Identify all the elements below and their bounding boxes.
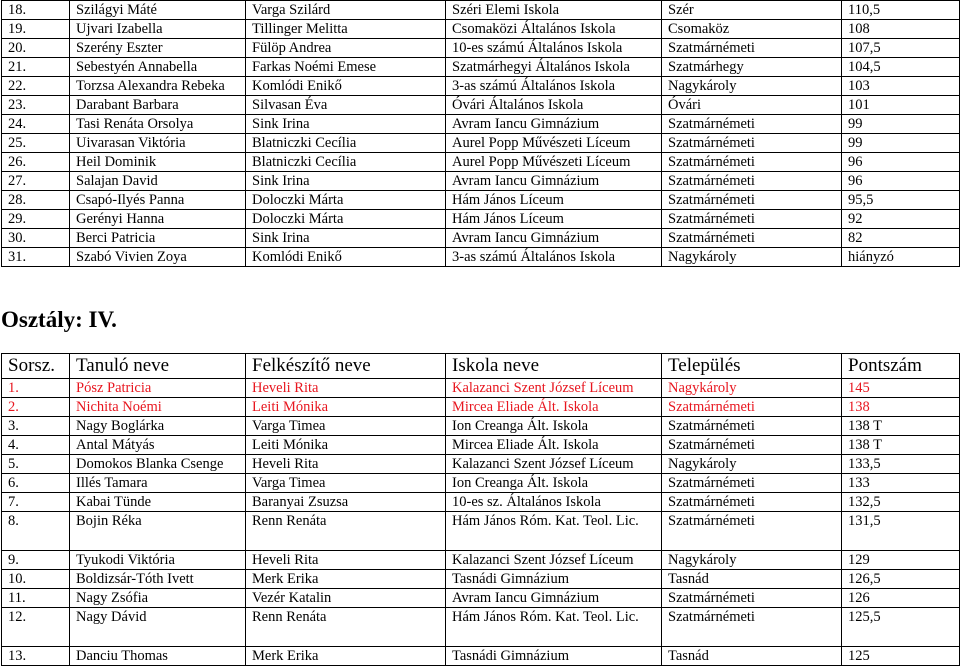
rank-cell: 31. bbox=[2, 248, 70, 267]
teacher-name-cell: Leiti Mónika bbox=[246, 436, 446, 455]
student-name-cell: Torzsa Alexandra Rebeka bbox=[70, 77, 246, 96]
student-name-cell: Berci Patricia bbox=[70, 229, 246, 248]
town-cell: Óvári bbox=[662, 96, 842, 115]
student-name-cell: Szabó Vivien Zoya bbox=[70, 248, 246, 267]
table-row bbox=[2, 172, 960, 191]
town-cell: Tasnád bbox=[662, 647, 842, 666]
rank-cell: 1. bbox=[2, 379, 70, 398]
class-heading: Osztály: IV. bbox=[1, 307, 117, 332]
score-cell: 145 bbox=[842, 379, 960, 398]
student-name-cell: Tasi Renáta Orsolya bbox=[70, 115, 246, 134]
rank-cell: 26. bbox=[2, 153, 70, 172]
table-row bbox=[2, 20, 960, 39]
teacher-name-cell: Varga Timea bbox=[246, 474, 446, 493]
teacher-name-cell: Komlódi Enikő bbox=[246, 77, 446, 96]
table-row bbox=[2, 134, 960, 153]
results-table-body bbox=[2, 1, 960, 267]
student-name-cell: Antal Mátyás bbox=[70, 436, 246, 455]
score-cell: 103 bbox=[842, 77, 960, 96]
school-name-cell: Tasnádi Gimnázium bbox=[446, 570, 662, 589]
teacher-name-cell: Merk Erika bbox=[246, 570, 446, 589]
town-cell: Nagykároly bbox=[662, 77, 842, 96]
column-header-town: Település bbox=[662, 354, 842, 379]
score-cell: 129 bbox=[842, 551, 960, 570]
town-cell: Szatmárnémeti bbox=[662, 417, 842, 436]
teacher-name-cell: Merk Erika bbox=[246, 647, 446, 666]
town-cell: Szatmárnémeti bbox=[662, 436, 842, 455]
town-cell: Csomaköz bbox=[662, 20, 842, 39]
table-row bbox=[2, 512, 960, 551]
rank-cell: 19. bbox=[2, 20, 70, 39]
student-name-cell: Gerényi Hanna bbox=[70, 210, 246, 229]
score-cell: 108 bbox=[842, 20, 960, 39]
score-cell: 126,5 bbox=[842, 570, 960, 589]
school-name-cell: Avram Iancu Gimnázium bbox=[446, 172, 662, 191]
results-table-class-iv bbox=[1, 353, 960, 666]
rank-cell: 23. bbox=[2, 96, 70, 115]
teacher-name-cell: Renn Renáta bbox=[246, 608, 446, 647]
rank-cell: 22. bbox=[2, 77, 70, 96]
table-row bbox=[2, 493, 960, 512]
table-row bbox=[2, 647, 960, 666]
school-name-cell: 3-as számú Általános Iskola bbox=[446, 248, 662, 267]
student-name-cell: Sebestyén Annabella bbox=[70, 58, 246, 77]
header-row bbox=[2, 354, 960, 379]
table-row bbox=[2, 153, 960, 172]
school-name-cell: Csomaközi Általános Iskola bbox=[446, 20, 662, 39]
student-name-cell: Szilágyi Máté bbox=[70, 1, 246, 20]
results-table-previous-class bbox=[1, 0, 960, 267]
score-cell: 131,5 bbox=[842, 512, 960, 551]
town-cell: Nagykároly bbox=[662, 248, 842, 267]
school-name-cell: Szatmárhegyi Általános Iskola bbox=[446, 58, 662, 77]
teacher-name-cell: Baranyai Zsuzsa bbox=[246, 493, 446, 512]
school-name-cell: Mircea Eliade Ált. Iskola bbox=[446, 436, 662, 455]
score-cell: 138 T bbox=[842, 417, 960, 436]
town-cell: Szatmárnémeti bbox=[662, 589, 842, 608]
score-cell: 96 bbox=[842, 172, 960, 191]
score-cell: 132,5 bbox=[842, 493, 960, 512]
score-cell: 99 bbox=[842, 115, 960, 134]
town-cell: Nagykároly bbox=[662, 379, 842, 398]
score-cell: 133 bbox=[842, 474, 960, 493]
rank-cell: 4. bbox=[2, 436, 70, 455]
school-name-cell: Aurel Popp Művészeti Líceum bbox=[446, 153, 662, 172]
school-name-cell: Tasnádi Gimnázium bbox=[446, 647, 662, 666]
school-name-cell: Hám János Róm. Kat. Teol. Lic. bbox=[446, 608, 662, 647]
score-cell: 110,5 bbox=[842, 1, 960, 20]
rank-cell: 8. bbox=[2, 512, 70, 551]
teacher-name-cell: Fülöp Andrea bbox=[246, 39, 446, 58]
town-cell: Szatmárnémeti bbox=[662, 210, 842, 229]
school-name-cell: Aurel Popp Művészeti Líceum bbox=[446, 134, 662, 153]
rank-cell: 28. bbox=[2, 191, 70, 210]
teacher-name-cell: Renn Renáta bbox=[246, 512, 446, 551]
score-cell: hiányzó bbox=[842, 248, 960, 267]
rank-cell: 11. bbox=[2, 589, 70, 608]
results-table-body bbox=[2, 379, 960, 666]
rank-cell: 6. bbox=[2, 474, 70, 493]
rank-cell: 29. bbox=[2, 210, 70, 229]
town-cell: Szatmárnémeti bbox=[662, 134, 842, 153]
rank-cell: 3. bbox=[2, 417, 70, 436]
score-cell: 101 bbox=[842, 96, 960, 115]
teacher-name-cell: Varga Szilárd bbox=[246, 1, 446, 20]
town-cell: Szatmárnémeti bbox=[662, 191, 842, 210]
column-header-school-name: Iskola neve bbox=[446, 354, 662, 379]
student-name-cell: Darabant Barbara bbox=[70, 96, 246, 115]
table-row bbox=[2, 608, 960, 647]
table-row bbox=[2, 570, 960, 589]
teacher-name-cell: Heveli Rita bbox=[246, 379, 446, 398]
score-cell: 99 bbox=[842, 134, 960, 153]
school-name-cell: Óvári Általános Iskola bbox=[446, 96, 662, 115]
rank-cell: 20. bbox=[2, 39, 70, 58]
table-row bbox=[2, 229, 960, 248]
rank-cell: 12. bbox=[2, 608, 70, 647]
table-row bbox=[2, 551, 960, 570]
teacher-name-cell: Blatniczki Cecília bbox=[246, 153, 446, 172]
teacher-name-cell: Heveli Rita bbox=[246, 455, 446, 474]
school-name-cell: Kalazanci Szent József Líceum bbox=[446, 379, 662, 398]
teacher-name-cell: Doloczki Márta bbox=[246, 210, 446, 229]
town-cell: Szatmárnémeti bbox=[662, 512, 842, 551]
table-row bbox=[2, 96, 960, 115]
town-cell: Szatmárhegy bbox=[662, 58, 842, 77]
school-name-cell: Ion Creanga Ált. Iskola bbox=[446, 417, 662, 436]
score-cell: 138 bbox=[842, 398, 960, 417]
school-name-cell: Hám János Líceum bbox=[446, 210, 662, 229]
rank-cell: 5. bbox=[2, 455, 70, 474]
school-name-cell: Kalazanci Szent József Líceum bbox=[446, 551, 662, 570]
school-name-cell: 10-es sz. Általános Iskola bbox=[446, 493, 662, 512]
rank-cell: 13. bbox=[2, 647, 70, 666]
student-name-cell: Ujvari Izabella bbox=[70, 20, 246, 39]
town-cell: Szatmárnémeti bbox=[662, 172, 842, 191]
student-name-cell: Danciu Thomas bbox=[70, 647, 246, 666]
town-cell: Szatmárnémeti bbox=[662, 474, 842, 493]
teacher-name-cell: Heveli Rita bbox=[246, 551, 446, 570]
school-name-cell: 10-es számú Általános Iskola bbox=[446, 39, 662, 58]
table-row bbox=[2, 191, 960, 210]
school-name-cell: Avram Iancu Gimnázium bbox=[446, 115, 662, 134]
teacher-name-cell: Farkas Noémi Emese bbox=[246, 58, 446, 77]
teacher-name-cell: Leiti Mónika bbox=[246, 398, 446, 417]
teacher-name-cell: Vezér Katalin bbox=[246, 589, 446, 608]
school-name-cell: Hám János Líceum bbox=[446, 191, 662, 210]
teacher-name-cell: Blatniczki Cecília bbox=[246, 134, 446, 153]
student-name-cell: Tyukodi Viktória bbox=[70, 551, 246, 570]
teacher-name-cell: Varga Timea bbox=[246, 417, 446, 436]
column-header-rank: Sorsz. bbox=[2, 354, 70, 379]
school-name-cell: Avram Iancu Gimnázium bbox=[446, 589, 662, 608]
rank-cell: 2. bbox=[2, 398, 70, 417]
rank-cell: 24. bbox=[2, 115, 70, 134]
table-row bbox=[2, 455, 960, 474]
score-cell: 138 T bbox=[842, 436, 960, 455]
town-cell: Szatmárnémeti bbox=[662, 493, 842, 512]
table-row bbox=[2, 417, 960, 436]
teacher-name-cell: Sink Irina bbox=[246, 229, 446, 248]
student-name-cell: Heil Dominik bbox=[70, 153, 246, 172]
rank-cell: 10. bbox=[2, 570, 70, 589]
student-name-cell: Szerény Eszter bbox=[70, 39, 246, 58]
table-row bbox=[2, 589, 960, 608]
teacher-name-cell: Doloczki Márta bbox=[246, 191, 446, 210]
table-row bbox=[2, 474, 960, 493]
student-name-cell: Illés Tamara bbox=[70, 474, 246, 493]
student-name-cell: Nichita Noémi bbox=[70, 398, 246, 417]
town-cell: Szatmárnémeti bbox=[662, 39, 842, 58]
student-name-cell: Bojin Réka bbox=[70, 512, 246, 551]
score-cell: 125 bbox=[842, 647, 960, 666]
town-cell: Szatmárnémeti bbox=[662, 608, 842, 647]
table-row bbox=[2, 398, 960, 417]
teacher-name-cell: Silvasan Éva bbox=[246, 96, 446, 115]
town-cell: Nagykároly bbox=[662, 455, 842, 474]
school-name-cell: Avram Iancu Gimnázium bbox=[446, 229, 662, 248]
teacher-name-cell: Komlódi Enikő bbox=[246, 248, 446, 267]
student-name-cell: Nagy Dávid bbox=[70, 608, 246, 647]
score-cell: 107,5 bbox=[842, 39, 960, 58]
school-name-cell: Ion Creanga Ált. Iskola bbox=[446, 474, 662, 493]
school-name-cell: Széri Elemi Iskola bbox=[446, 1, 662, 20]
rank-cell: 25. bbox=[2, 134, 70, 153]
table-row bbox=[2, 248, 960, 267]
town-cell: Szatmárnémeti bbox=[662, 229, 842, 248]
table-row bbox=[2, 39, 960, 58]
town-cell: Szér bbox=[662, 1, 842, 20]
rank-cell: 9. bbox=[2, 551, 70, 570]
teacher-name-cell: Tillinger Melitta bbox=[246, 20, 446, 39]
town-cell: Tasnád bbox=[662, 570, 842, 589]
rank-cell: 18. bbox=[2, 1, 70, 20]
table-row bbox=[2, 379, 960, 398]
table-row bbox=[2, 58, 960, 77]
score-cell: 95,5 bbox=[842, 191, 960, 210]
town-cell: Nagykároly bbox=[662, 551, 842, 570]
student-name-cell: Kabai Tünde bbox=[70, 493, 246, 512]
score-cell: 133,5 bbox=[842, 455, 960, 474]
student-name-cell: Csapó-Ilyés Panna bbox=[70, 191, 246, 210]
table-row bbox=[2, 115, 960, 134]
teacher-name-cell: Sink Irina bbox=[246, 172, 446, 191]
town-cell: Szatmárnémeti bbox=[662, 398, 842, 417]
score-cell: 126 bbox=[842, 589, 960, 608]
score-cell: 104,5 bbox=[842, 58, 960, 77]
student-name-cell: Salajan David bbox=[70, 172, 246, 191]
score-cell: 125,5 bbox=[842, 608, 960, 647]
column-header-score: Pontszám bbox=[842, 354, 960, 379]
column-header-student-name: Tanuló neve bbox=[70, 354, 246, 379]
table-row bbox=[2, 436, 960, 455]
rank-cell: 30. bbox=[2, 229, 70, 248]
score-cell: 92 bbox=[842, 210, 960, 229]
student-name-cell: Nagy Boglárka bbox=[70, 417, 246, 436]
column-header-teacher-name: Felkészítő neve bbox=[246, 354, 446, 379]
score-cell: 96 bbox=[842, 153, 960, 172]
student-name-cell: Domokos Blanka Csenge bbox=[70, 455, 246, 474]
town-cell: Szatmárnémeti bbox=[662, 153, 842, 172]
student-name-cell: Uivarasan Viktória bbox=[70, 134, 246, 153]
table-row bbox=[2, 210, 960, 229]
rank-cell: 7. bbox=[2, 493, 70, 512]
teacher-name-cell: Sink Irina bbox=[246, 115, 446, 134]
table-row bbox=[2, 77, 960, 96]
student-name-cell: Nagy Zsófia bbox=[70, 589, 246, 608]
table-row bbox=[2, 1, 960, 20]
school-name-cell: Kalazanci Szent József Líceum bbox=[446, 455, 662, 474]
rank-cell: 27. bbox=[2, 172, 70, 191]
school-name-cell: Hám János Róm. Kat. Teol. Lic. bbox=[446, 512, 662, 551]
school-name-cell: Mircea Eliade Ált. Iskola bbox=[446, 398, 662, 417]
school-name-cell: 3-as számú Általános Iskola bbox=[446, 77, 662, 96]
student-name-cell: Pósz Patricia bbox=[70, 379, 246, 398]
score-cell: 82 bbox=[842, 229, 960, 248]
student-name-cell: Boldizsár-Tóth Ivett bbox=[70, 570, 246, 589]
rank-cell: 21. bbox=[2, 58, 70, 77]
town-cell: Szatmárnémeti bbox=[662, 115, 842, 134]
